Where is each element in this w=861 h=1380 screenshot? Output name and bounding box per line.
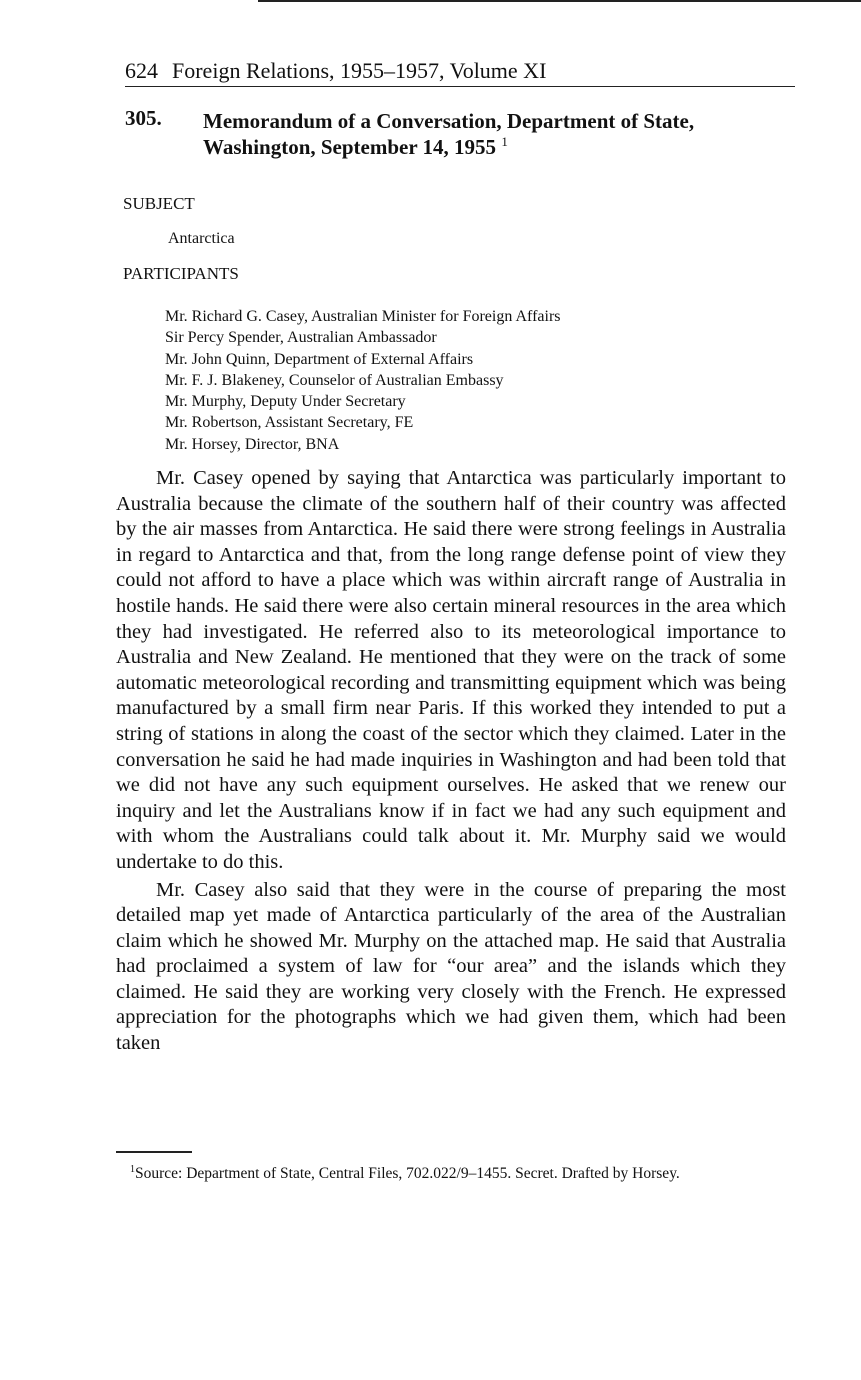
running-head-title: Foreign Relations, 1955–1957, Volume XI bbox=[172, 58, 547, 83]
subject-label: SUBJECT bbox=[123, 194, 195, 213]
document-title-text: Memorandum of a Conversation, Department of State, Washington, September 14, 1955 bbox=[203, 109, 695, 159]
title-footnote-marker: 1 bbox=[501, 134, 508, 149]
page-number: 624 bbox=[125, 58, 158, 83]
document-number: 305. bbox=[125, 106, 162, 130]
body-paragraph: Mr. Casey opened by saying that Antarctica was particularly important to Australia because the climate of the southern half of their country was affected by the air masses from Antarctica. He said there were strong feelings in Australia in regard to Antarctica and that, from the long range defense point of view they could not afford to have a place which was within aircraft range of Australia in hostile hands. He said there were also certain mineral resources in the area which they had investigated. He referred also to its meteorological importance to Australia and New Zealand. He mentioned that they were on the track of some automatic meteorological recording and transmitting equipment which was being manufactured by a small firm near Paris. If this worked they intended to put a string of stations in along the coast of the sector which they claimed. Later in the conversation he said he had made inquiries in Washington and had been told that we did not have any such equipment ourselves. He asked that we renew our inquiry and let the Australians know if in fact we had any such equipment and with whom the Australians could talk about it. Mr. Murphy said we would undertake to do this. bbox=[116, 467, 786, 873]
top-border-line bbox=[258, 0, 861, 2]
body-paragraph: Mr. Casey also said that they were in the course of preparing the most detailed map yet made of Antarctica particularly of the area of the Australian claim which he showed Mr. Murphy on the attached map. He said that Australia had proclaimed a system of law for “our area” and the islands which they claimed. He said they are working very closely with the French. He expressed appreciation for the photographs which we had given them, which had been taken bbox=[116, 878, 786, 1055]
participant: Mr. Robertson, Assistant Secretary, FE bbox=[165, 414, 414, 432]
footnote-text: Source: Department of State, Central Files, 702.022/9–1455. Secret. Drafted by Horsey. bbox=[135, 1165, 680, 1182]
participant: Mr. Horsey, Director, BNA bbox=[165, 435, 340, 453]
footnote-divider bbox=[116, 1151, 192, 1153]
participant: Mr. F. J. Blakeney, Counselor of Australian Embassy bbox=[165, 371, 504, 389]
subject-value: Antarctica bbox=[168, 230, 235, 247]
memorandum-body bbox=[116, 466, 786, 1059]
footnote bbox=[110, 1164, 780, 1183]
running-head bbox=[125, 58, 795, 87]
participants-list bbox=[165, 306, 685, 455]
participant: Mr. Murphy, Deputy Under Secretary bbox=[165, 393, 406, 411]
participant: Mr. Richard G. Casey, Australian Minister for Foreign Affairs bbox=[165, 308, 561, 325]
participant: Mr. John Quinn, Department of External Affairs bbox=[165, 350, 474, 368]
participants-label: PARTICIPANTS bbox=[123, 264, 239, 283]
participant: Sir Percy Spender, Australian Ambassador bbox=[165, 329, 437, 347]
document-title bbox=[203, 108, 773, 160]
footnote-marker: 1 bbox=[130, 1163, 135, 1175]
